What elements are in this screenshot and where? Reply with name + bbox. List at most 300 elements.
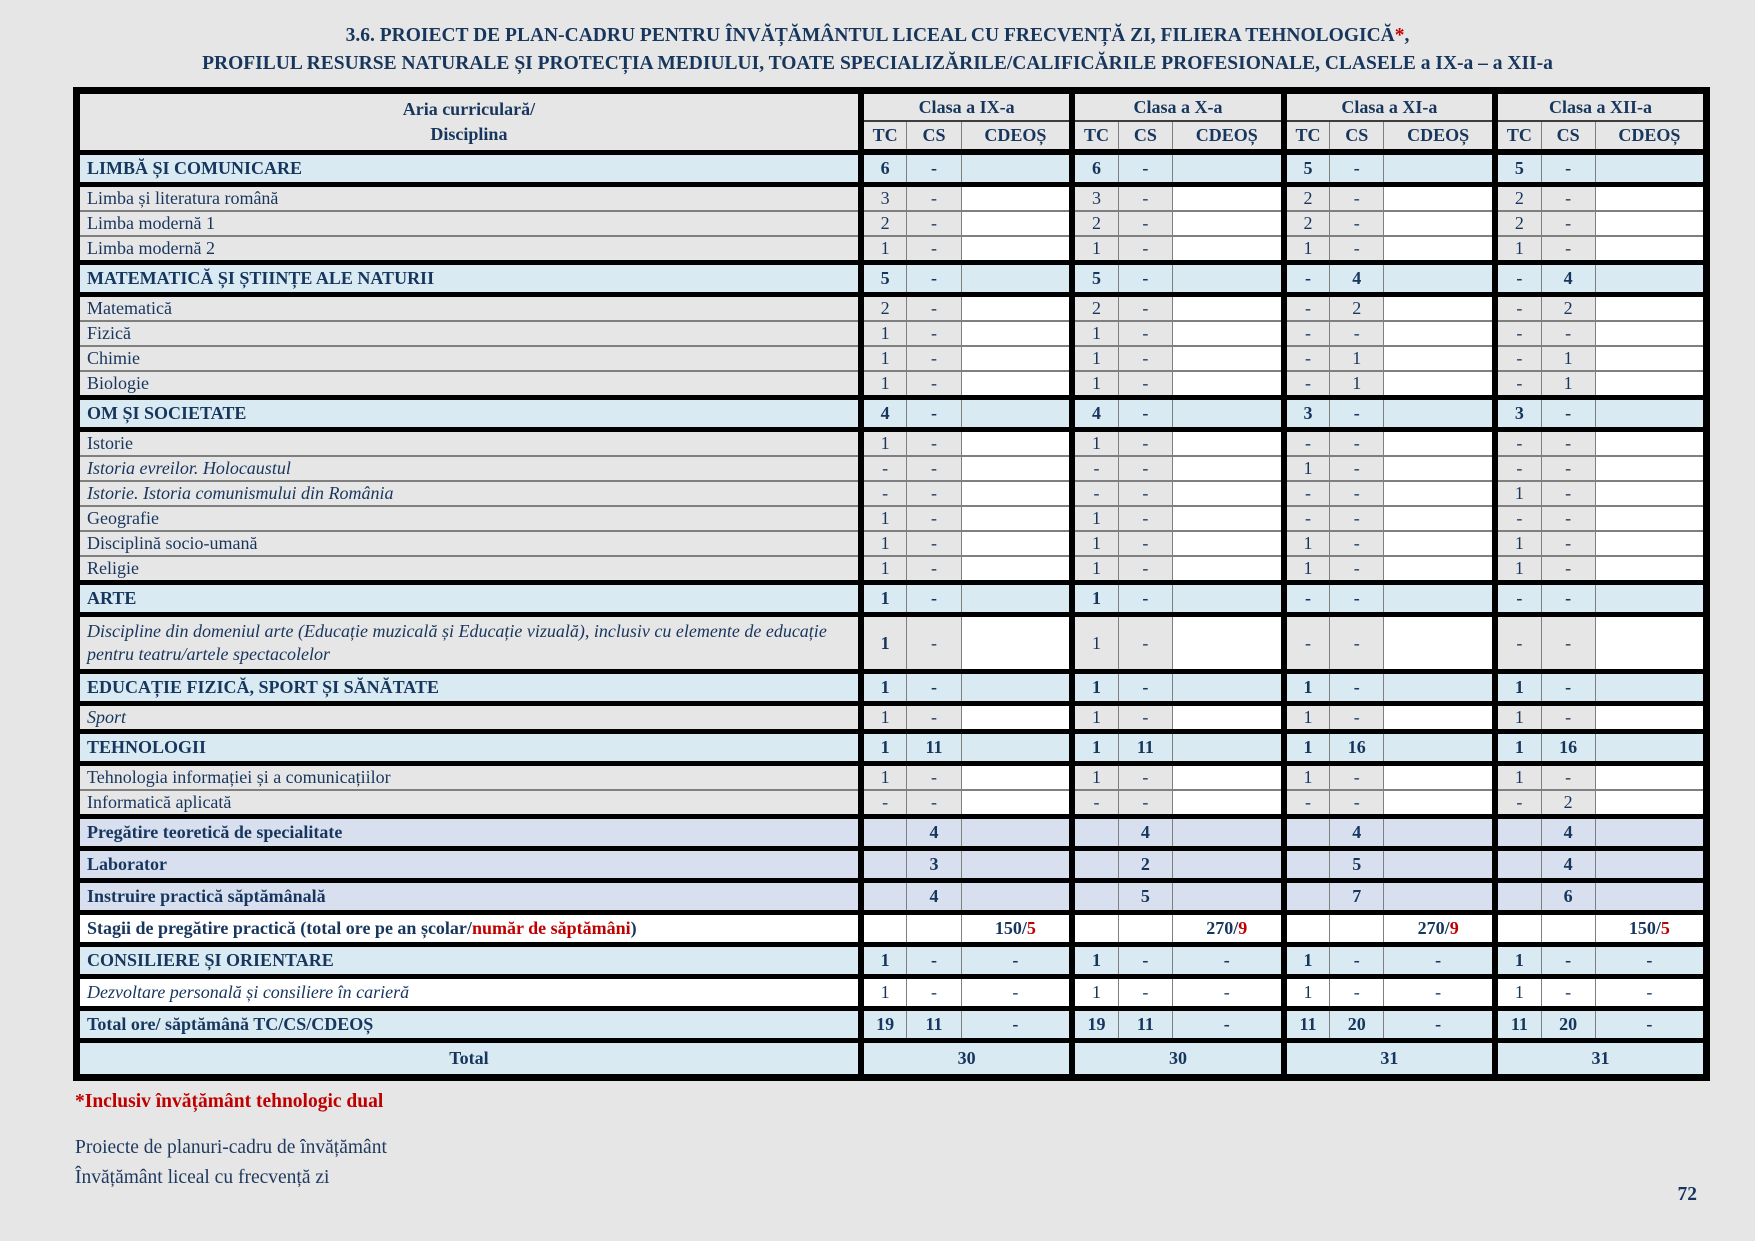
value-cell [1595,615,1706,672]
value-cell [1384,263,1495,295]
table-row [77,945,1707,977]
value-cell: 3 [907,849,961,881]
value-cell [1172,583,1283,615]
value-cell [961,672,1072,704]
value-cell [1595,913,1706,945]
value-cell: 20 [1330,1009,1384,1041]
table-row [77,615,1707,672]
value-cell: - [1330,977,1384,1009]
value-cell [1172,211,1283,236]
value-cell [1384,583,1495,615]
value-cell [907,913,961,945]
value-cell [1172,790,1283,817]
table-row [77,211,1707,236]
row-label: Fizică [77,321,861,346]
row-label: Istorie. Istoria comunismului din România [77,481,861,506]
value-cell: - [907,704,961,732]
row-label-part: Stagii de pregătire practică (total ore pe an școlar/ [87,918,472,938]
value-cell: 1 [861,556,907,583]
value-cell: 1 [1495,977,1541,1009]
value-cell [1172,849,1283,881]
value-cell [1595,881,1706,913]
value-cell: 2 [1118,849,1172,881]
value-cell [1172,430,1283,457]
value-cell [1384,236,1495,263]
value-cell: 16 [1541,732,1595,764]
table-row [77,346,1707,371]
value-cell: - [861,790,907,817]
value-cell [1384,764,1495,791]
value-cell: - [1118,945,1172,977]
value-cell: - [907,321,961,346]
table-row [77,506,1707,531]
value-cell: - [1330,764,1384,791]
row-label: Istoria evreilor. Holocaustul [77,456,861,481]
value-cell [1172,481,1283,506]
value-cell [1595,531,1706,556]
value-cell: - [1495,321,1541,346]
title-asterisk: * [1394,25,1405,46]
value-cell: - [1495,583,1541,615]
value-cell [961,881,1072,913]
value-cell [1384,531,1495,556]
row-label: TEHNOLOGII [77,732,861,764]
value-cell: - [1284,583,1330,615]
value-cell: 1 [1072,945,1118,977]
value-cell: 1 [1330,371,1384,398]
value-cell [961,506,1072,531]
value-cell: - [1118,790,1172,817]
value-cell: - [907,263,961,295]
value-cell: - [1384,977,1495,1009]
table-row [77,185,1707,212]
value-cell: - [1072,456,1118,481]
value-cell: - [1118,152,1172,185]
value-cell [1072,881,1118,913]
corner-header [77,91,861,153]
value-cell: - [1330,430,1384,457]
table-row [77,583,1707,615]
row-label: Tehnologia informației și a comunicațiilor [77,764,861,791]
value-cell: - [1118,456,1172,481]
value-cell [1595,790,1706,817]
value-cell [1172,881,1283,913]
row-label: Pregătire teoretică de specialitate [77,817,861,849]
value-cell [861,817,907,849]
row-label: Instruire practică săptămânală [77,881,861,913]
subcolumn-header: TC [1495,121,1541,152]
row-label: Biologie [77,371,861,398]
value-cell: 1 [861,945,907,977]
value-cell: - [1072,790,1118,817]
footnote-dual-education: *Inclusiv învățământ tehnologic dual [75,1091,384,1112]
total-cell: 30 [1072,1041,1283,1078]
value-cell: 4 [1072,398,1118,430]
value-cell: 2 [1541,790,1595,817]
value-cell: 1 [861,615,907,672]
value-cell [1172,615,1283,672]
weeks-part: 9 [1449,918,1459,938]
value-cell [961,152,1072,185]
value-cell: 2 [861,211,907,236]
value-cell [861,881,907,913]
value-cell: - [961,977,1072,1009]
row-label: Limba modernă 2 [77,236,861,263]
value-cell [1384,456,1495,481]
value-cell [1172,295,1283,322]
value-cell: - [1118,615,1172,672]
value-cell: - [907,236,961,263]
value-cell: - [1495,790,1541,817]
weeks-part: 9 [1238,918,1248,938]
value-cell: 1 [1072,583,1118,615]
value-cell [1384,849,1495,881]
value-cell [1172,672,1283,704]
value-cell: - [907,790,961,817]
value-cell: 1 [1072,556,1118,583]
value-cell: - [1118,506,1172,531]
value-cell: - [1541,672,1595,704]
table-row [77,531,1707,556]
value-cell: 5 [1072,263,1118,295]
value-cell: 11 [1118,732,1172,764]
value-cell: - [1541,152,1595,185]
value-cell [1384,346,1495,371]
value-cell: 19 [861,1009,907,1041]
value-cell [1284,913,1330,945]
value-cell: - [1118,185,1172,212]
value-cell [1595,817,1706,849]
value-cell: - [1330,790,1384,817]
value-cell: 11 [1284,1009,1330,1041]
value-cell: 1 [861,732,907,764]
value-cell: - [1541,556,1595,583]
value-cell: - [1118,672,1172,704]
value-cell [1384,790,1495,817]
row-label-red-part: număr de săptămâni [471,918,631,938]
value-cell: 4 [907,817,961,849]
value-cell [1172,506,1283,531]
value-cell: - [1541,211,1595,236]
value-cell: 2 [1284,211,1330,236]
value-cell: - [1541,764,1595,791]
value-cell: 5 [861,263,907,295]
subcolumn-header: CS [907,121,961,152]
value-cell: - [1330,615,1384,672]
value-cell: - [1330,531,1384,556]
value-cell: - [1118,704,1172,732]
value-cell [1284,881,1330,913]
subcolumn-header: CDEOȘ [1172,121,1283,152]
value-cell: 4 [1330,817,1384,849]
value-cell: 3 [861,185,907,212]
table-row [77,398,1707,430]
value-cell: - [1284,790,1330,817]
value-cell: - [1172,1009,1283,1041]
weeks-part: 5 [1026,918,1036,938]
table-row [77,321,1707,346]
value-cell: - [1284,263,1330,295]
value-cell: 4 [907,881,961,913]
value-cell: 1 [1072,704,1118,732]
value-cell: 1 [1284,456,1330,481]
value-cell [1384,506,1495,531]
hours-part: 270/ [1206,918,1239,938]
value-cell: 2 [1495,211,1541,236]
value-cell: - [1541,704,1595,732]
value-cell: 11 [907,732,961,764]
subcolumn-header: CS [1118,121,1172,152]
value-cell [961,583,1072,615]
value-cell: 2 [1495,185,1541,212]
value-cell [1595,732,1706,764]
value-cell: - [907,583,961,615]
table-row [77,1041,1707,1078]
value-cell [1172,371,1283,398]
value-cell [961,371,1072,398]
value-cell: - [1595,1009,1706,1041]
footer-line-2: Învățământ liceal cu frecvență zi [75,1167,330,1188]
value-cell [1495,913,1541,945]
value-cell: 2 [1072,211,1118,236]
value-cell [1384,371,1495,398]
value-cell: - [1284,321,1330,346]
value-cell: 1 [1072,764,1118,791]
value-cell: 4 [1541,263,1595,295]
value-cell: - [907,945,961,977]
value-cell [961,732,1072,764]
value-cell: 1 [1541,371,1595,398]
table-row [77,556,1707,583]
value-cell: 1 [1072,321,1118,346]
value-cell: - [1330,211,1384,236]
value-cell: - [861,456,907,481]
value-cell: 1 [1072,977,1118,1009]
value-cell: - [1330,556,1384,583]
row-label: Geografie [77,506,861,531]
value-cell: 3 [1284,398,1330,430]
value-cell: - [1172,945,1283,977]
value-cell: - [1495,371,1541,398]
table-row [77,236,1707,263]
value-cell: - [1118,583,1172,615]
value-cell: 1 [1284,531,1330,556]
value-cell: - [1495,430,1541,457]
value-cell: 11 [1495,1009,1541,1041]
hours-part: 150/ [1628,918,1661,938]
value-cell [1595,456,1706,481]
table-row [77,263,1707,295]
value-cell [1284,849,1330,881]
value-cell [961,704,1072,732]
value-cell [961,481,1072,506]
row-label: Disciplină socio-umană [77,531,861,556]
total-cell: 31 [1495,1041,1706,1078]
value-cell [961,295,1072,322]
value-cell: 2 [1284,185,1330,212]
value-cell [1384,398,1495,430]
value-cell: - [907,152,961,185]
value-cell: - [1072,481,1118,506]
row-label: Informatică aplicată [77,790,861,817]
value-cell [961,849,1072,881]
value-cell [961,263,1072,295]
value-cell [1172,732,1283,764]
value-cell: 1 [1495,945,1541,977]
row-label: OM ȘI SOCIETATE [77,398,861,430]
value-cell: - [1595,977,1706,1009]
class-header: Clasa a IX-a [861,91,1072,122]
hours-part: 270/ [1417,918,1450,938]
title-line1-comma: , [1404,25,1410,46]
value-cell: - [907,672,961,704]
value-cell: 1 [1072,346,1118,371]
value-cell: - [907,481,961,506]
value-cell: - [1118,481,1172,506]
value-cell [1595,506,1706,531]
value-cell [1595,295,1706,322]
weeks-part: 5 [1660,918,1670,938]
value-cell [1595,152,1706,185]
value-cell: - [907,977,961,1009]
value-cell: 7 [1330,881,1384,913]
subcolumn-header: TC [1072,121,1118,152]
value-cell: - [1118,263,1172,295]
value-cell [961,185,1072,212]
subcolumn-header: TC [861,121,907,152]
class-header: Clasa a XI-a [1284,91,1495,122]
value-cell: - [1118,321,1172,346]
value-cell [861,849,907,881]
footer-line-1: Proiecte de planuri-cadru de învățământ [75,1137,387,1158]
table-row [77,481,1707,506]
row-label: MATEMATICĂ ȘI ȘTIINȚE ALE NATURII [77,263,861,295]
value-cell: - [1118,977,1172,1009]
value-cell: 1 [1072,236,1118,263]
value-cell: - [907,295,961,322]
row-label: Discipline din domeniul arte (Educație muzicală și Educație vizuală), inclusiv cu elemente de educație pentru teatru/artele spectacolelor [77,615,861,672]
value-cell [1384,185,1495,212]
value-cell: - [1284,481,1330,506]
value-cell [1595,185,1706,212]
table-row [77,764,1707,791]
value-cell: - [907,346,961,371]
value-cell: - [1495,295,1541,322]
value-cell: - [1330,704,1384,732]
value-cell [1384,295,1495,322]
value-cell: - [961,1009,1072,1041]
value-cell [1595,371,1706,398]
value-cell [1384,615,1495,672]
table-row [77,672,1707,704]
value-cell: - [1284,430,1330,457]
value-cell: - [1541,531,1595,556]
value-cell: 1 [1495,732,1541,764]
title-line-2: PROFILUL RESURSE NATURALE ȘI PROTECȚIA MEDIULUI, TOATE SPECIALIZĂRILE/CALIFICĂRILE PROFESIONALE, CLASELE a IX-a – a XII-a [202,53,1553,74]
value-cell: 6 [861,152,907,185]
value-cell: 5 [1330,849,1384,881]
value-cell: - [1541,398,1595,430]
table-row [77,152,1707,185]
row-label: Limba și literatura română [77,185,861,212]
value-cell [1172,236,1283,263]
value-cell: - [1118,430,1172,457]
value-cell: - [907,615,961,672]
value-cell: 11 [907,1009,961,1041]
value-cell: 1 [861,321,907,346]
value-cell: - [1330,506,1384,531]
row-label: EDUCAȚIE FIZICĂ, SPORT ȘI SĂNĂTATE [77,672,861,704]
value-cell: 1 [861,506,907,531]
value-cell: 1 [861,583,907,615]
value-cell [1172,531,1283,556]
value-cell [1384,704,1495,732]
value-cell: 1 [861,672,907,704]
value-cell [1172,321,1283,346]
value-cell: - [1284,371,1330,398]
value-cell: - [1495,456,1541,481]
value-cell: - [907,531,961,556]
value-cell: - [1541,481,1595,506]
value-cell [861,913,907,945]
row-label: Matematică [77,295,861,322]
value-cell: 1 [861,764,907,791]
hours-part: 150/ [994,918,1027,938]
value-cell: 1 [1495,556,1541,583]
value-cell: - [1495,346,1541,371]
value-cell [1384,556,1495,583]
value-cell [1595,321,1706,346]
value-cell [1595,704,1706,732]
value-cell: - [1172,977,1283,1009]
value-cell [1284,817,1330,849]
value-cell: - [1118,531,1172,556]
value-cell [961,531,1072,556]
value-cell [961,211,1072,236]
document-footer [75,1133,387,1193]
value-cell: 3 [1072,185,1118,212]
value-cell: - [1118,398,1172,430]
class-header: Clasa a XII-a [1495,91,1706,122]
value-cell [1541,913,1595,945]
value-cell: - [1330,481,1384,506]
value-cell [1595,672,1706,704]
value-cell: 5 [1118,881,1172,913]
value-cell: 1 [1495,481,1541,506]
value-cell [1384,881,1495,913]
row-label: Istorie [77,430,861,457]
value-cell: 1 [1072,506,1118,531]
row-label-part: ) [630,918,637,938]
value-cell: 1 [1495,236,1541,263]
value-cell [1384,913,1495,945]
value-cell: 1 [1072,430,1118,457]
value-cell: 20 [1541,1009,1595,1041]
value-cell: 19 [1072,1009,1118,1041]
value-cell [961,615,1072,672]
total-cell: 30 [861,1041,1072,1078]
value-cell: 2 [1330,295,1384,322]
value-cell: 1 [861,977,907,1009]
table-row [77,704,1707,732]
value-cell [1172,704,1283,732]
value-cell: 1 [1284,672,1330,704]
curriculum-plan-table [73,87,1710,1081]
value-cell: 1 [1495,704,1541,732]
value-cell: - [907,764,961,791]
value-cell: 1 [1284,732,1330,764]
table-row [77,295,1707,322]
